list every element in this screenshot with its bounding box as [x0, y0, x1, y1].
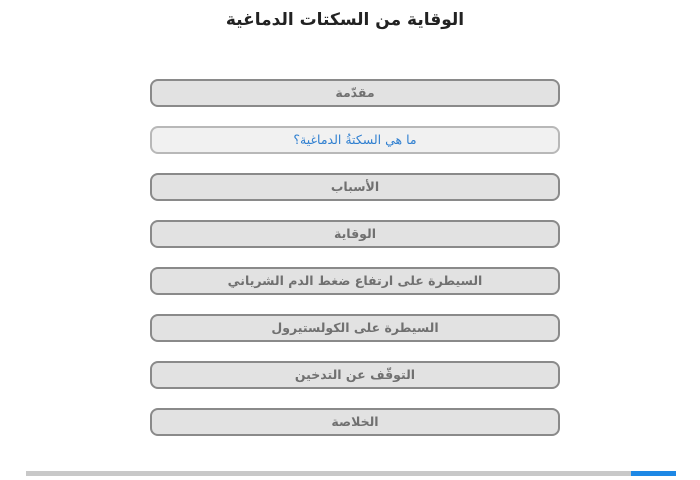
menu-item-blood-pressure-control[interactable]: السيطرة على ارتفاع ضغط الدم الشرياني — [150, 267, 560, 295]
menu-item-cholesterol-control[interactable]: السيطرة على الكولستيرول — [150, 314, 560, 342]
menu-item-summary[interactable]: الخلاصة — [150, 408, 560, 436]
progress-bar-fill — [631, 471, 677, 476]
menu-item-causes[interactable]: الأسباب — [150, 173, 560, 201]
menu-item-what-is-stroke[interactable]: ما هي السكتةُ الدماغية؟ — [150, 126, 560, 154]
chapter-menu — [150, 79, 560, 455]
page-title: الوقاية من السكتات الدماغية — [225, 10, 465, 30]
menu-item-introduction[interactable]: مقدّمة — [150, 79, 560, 107]
menu-item-prevention[interactable]: الوقاية — [150, 220, 560, 248]
progress-bar — [26, 471, 676, 476]
menu-item-quit-smoking[interactable]: التوقّف عن التدخين — [150, 361, 560, 389]
